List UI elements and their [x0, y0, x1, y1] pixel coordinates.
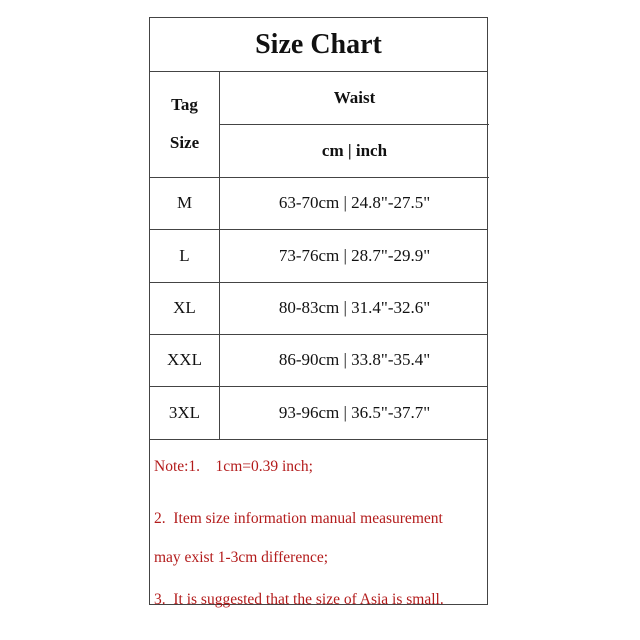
note-line: Note:1. 1cm=0.39 inch; [154, 458, 313, 475]
table-row [150, 177, 487, 230]
size-cell: M [176, 193, 193, 212]
waist-cell: 93-96cm | 36.5"-37.7" [278, 403, 431, 422]
waist-cell: 80-83cm | 31.4"-32.6" [278, 298, 431, 317]
note-line: 3. It is suggested that the size of Asia is small. [154, 591, 444, 608]
note-line: may exist 1-3cm difference; [154, 549, 329, 566]
note-line: 2. Item size information manual measurement [154, 510, 443, 527]
table-row [150, 387, 487, 440]
size-chart-table [149, 17, 488, 608]
waist-cell: 73-76cm | 28.7"-29.9" [278, 246, 431, 265]
table-row [150, 230, 487, 283]
size-cell: L [179, 246, 190, 265]
size-cell: XL [173, 298, 196, 317]
unit-header: cm | inch [220, 124, 489, 178]
tag-size-header [150, 71, 219, 178]
table-row [150, 334, 487, 387]
waist-cell: 86-90cm | 33.8"-35.4" [278, 350, 431, 369]
chart-title: Size Chart [150, 18, 487, 72]
tag-label: Tag [171, 95, 198, 114]
size-label: Size [169, 133, 200, 152]
size-cell: XXL [167, 350, 202, 369]
waist-cell: 63-70cm | 24.8"-27.5" [278, 193, 431, 212]
waist-header: Waist [220, 71, 489, 125]
table-row [150, 282, 487, 335]
size-cell: 3XL [168, 403, 201, 422]
